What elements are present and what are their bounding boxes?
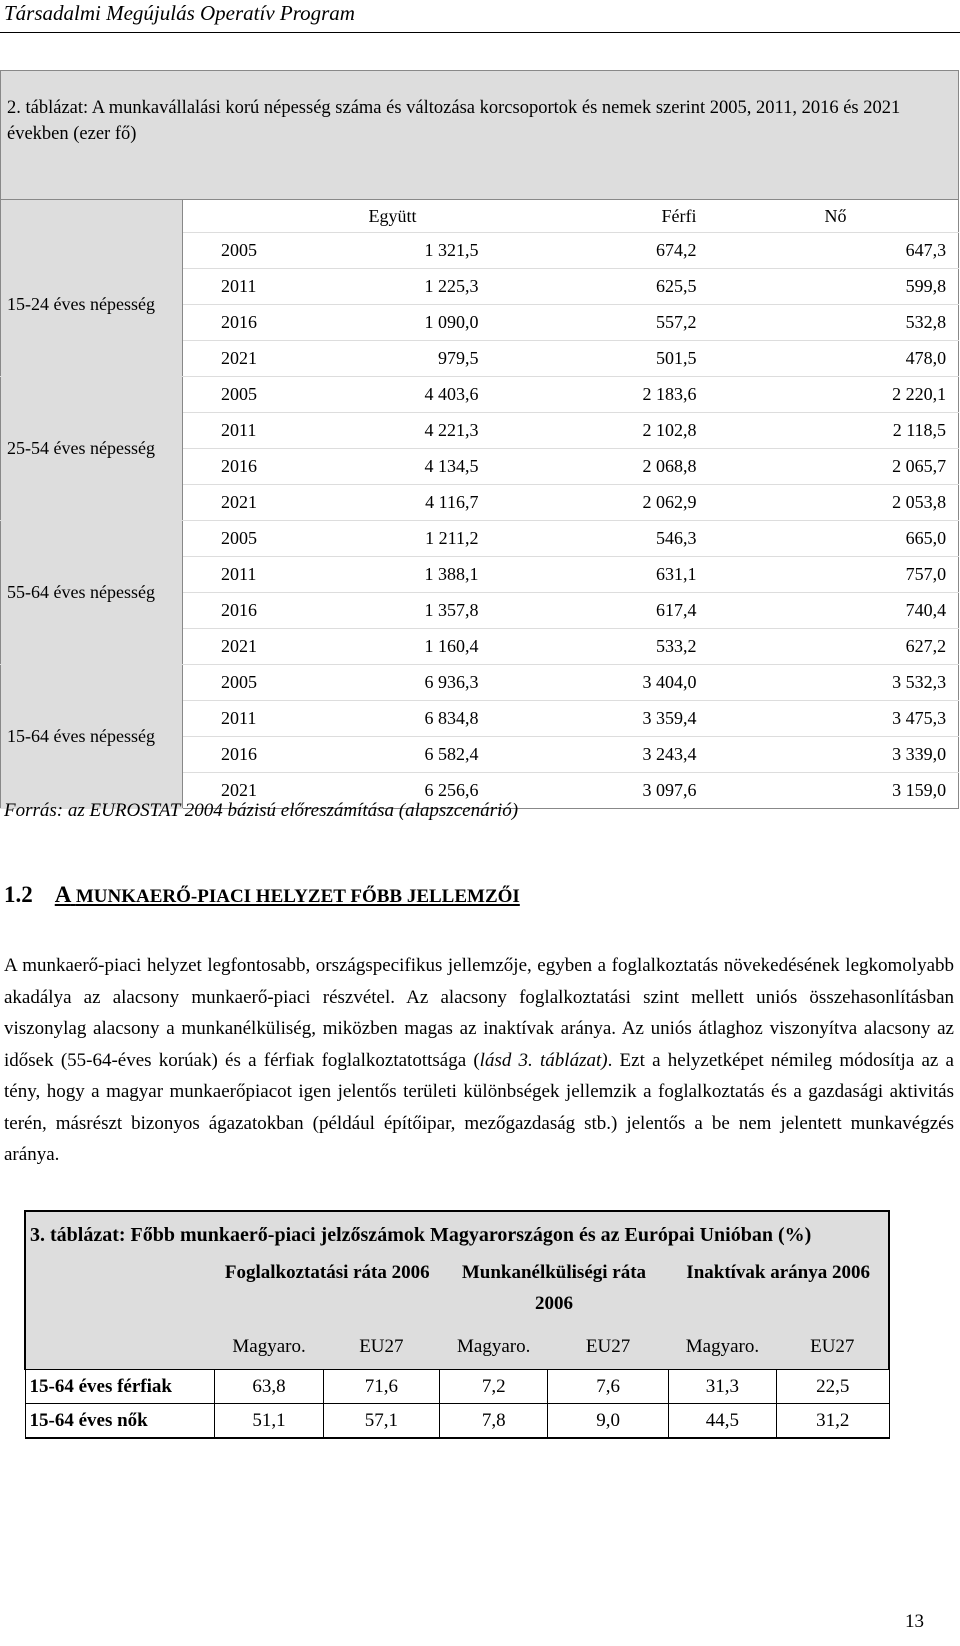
value-cell: 3 532,3 <box>697 665 959 701</box>
value-cell: 740,4 <box>697 593 959 629</box>
value-cell: 4 403,6 <box>273 377 479 413</box>
value-cell: 71,6 <box>323 1370 439 1404</box>
value-cell: 6 936,3 <box>273 665 479 701</box>
table-2 <box>0 70 959 809</box>
value-cell: 533,2 <box>479 629 697 665</box>
value-cell: 44,5 <box>668 1404 776 1439</box>
paragraph-text: A munkaerő-piaci helyzet legfontosabb, országspecifikus jellemzője, egyben a foglalkoztatás növekedésének legkomolyabb akadálya az alacsony munkaerő-piaci részvétel. Az alacsony foglalkoztatási szint mellett uniós összehasonlításban viszonylag alacsony a munkanélküliség, miközben magas az inaktívak aránya. Az uniós átlaghoz viszonyítva alacsony az idősek (55-64-éves korúak) és a férfiak foglalkoztatottsága ( <box>4 955 954 1071</box>
value-cell: 4 221,3 <box>273 413 479 449</box>
value-cell: 31,3 <box>668 1370 776 1404</box>
group-label: 15-64 éves népesség <box>1 665 183 809</box>
value-cell: 647,3 <box>697 233 959 269</box>
year-cell: 2011 <box>183 701 273 737</box>
table-2-caption: 2. táblázat: A munkavállalási korú népesség száma és változása korcsoportok és nemek szerint 2005, 2011, 2016 és 2021 években (ezer fő) <box>1 71 959 200</box>
year-cell: 2021 <box>183 773 273 809</box>
value-cell: 2 220,1 <box>697 377 959 413</box>
header-employment-rate: Foglalkoztatási ráta 2006 <box>224 1262 430 1283</box>
value-cell: 1 321,5 <box>273 233 479 269</box>
col-header-ferfi: Férfi <box>479 200 697 233</box>
group-label: 25-54 éves népesség <box>1 377 183 521</box>
value-cell: 625,5 <box>479 269 697 305</box>
table-row <box>1 233 959 269</box>
table-row <box>1 665 959 701</box>
col-header-egyutt: Együtt <box>273 200 479 233</box>
section-title: MUNKAERŐ-PIACI HELYZET FŐBB JELLEMZŐI <box>75 886 520 907</box>
value-cell: 4 134,5 <box>273 449 479 485</box>
body-paragraph <box>4 950 954 1171</box>
value-cell: 979,5 <box>273 341 479 377</box>
value-cell: 3 097,6 <box>479 773 697 809</box>
table-row <box>1 377 959 413</box>
value-cell: 2 068,8 <box>479 449 697 485</box>
value-cell: 665,0 <box>697 521 959 557</box>
table-3 <box>24 1210 890 1439</box>
value-cell: 1 388,1 <box>273 557 479 593</box>
year-cell: 2016 <box>183 449 273 485</box>
year-cell: 2005 <box>183 521 273 557</box>
value-cell: 3 475,3 <box>697 701 959 737</box>
table-row <box>25 1404 889 1439</box>
document-header-title: Társadalmi Megújulás Operatív Program <box>4 1 355 25</box>
value-cell: 757,0 <box>697 557 959 593</box>
value-cell: 617,4 <box>479 593 697 629</box>
table-reference: lásd 3. táblázat) <box>479 1049 608 1071</box>
value-cell: 31,2 <box>777 1404 889 1439</box>
value-cell: 2 065,7 <box>697 449 959 485</box>
year-cell: 2005 <box>183 377 273 413</box>
value-cell: 63,8 <box>215 1370 323 1404</box>
year-cell: 2011 <box>183 557 273 593</box>
value-cell: 6 582,4 <box>273 737 479 773</box>
group-label: 15-24 éves népesség <box>1 233 183 377</box>
value-cell: 9,0 <box>548 1404 669 1439</box>
year-cell: 2005 <box>183 233 273 269</box>
value-cell: 627,2 <box>697 629 959 665</box>
table-row <box>25 1370 889 1404</box>
value-cell: 546,3 <box>479 521 697 557</box>
value-cell: 599,8 <box>697 269 959 305</box>
year-cell: 2016 <box>183 305 273 341</box>
value-cell: 3 243,4 <box>479 737 697 773</box>
col-header-no: Nő <box>697 200 959 233</box>
value-cell: 6 256,6 <box>273 773 479 809</box>
year-cell: 2011 <box>183 269 273 305</box>
paragraph-text: . Ezt a helyzetképet némileg módosítja az a tény, hogy a magyar munkaerőpiacot igen jelentős területi különbségek jellemzik a foglalkoztatás és a gazdasági aktivitás terén, másrészt bizonyos ágazatokban (például építőipar, mezőgazdaság stb.) jelentős a be nem jelentett munkavégzés aránya. <box>4 1049 954 1165</box>
table-2-source: Forrás: az EUROSTAT 2004 bázisú előreszámítása (alapszcenárió) <box>4 800 519 821</box>
subheader-eu27: EU27 <box>585 1336 631 1357</box>
year-cell: 2005 <box>183 665 273 701</box>
year-cell: 2021 <box>183 341 273 377</box>
value-cell: 1 357,8 <box>273 593 479 629</box>
table-row <box>1 521 959 557</box>
subheader-hu: Magyaro. <box>457 1336 531 1357</box>
value-cell: 3 159,0 <box>697 773 959 809</box>
header-divider <box>0 32 960 33</box>
value-cell: 1 160,4 <box>273 629 479 665</box>
subheader-eu27: EU27 <box>359 1336 404 1357</box>
subheader-hu: Magyaro. <box>685 1336 760 1357</box>
value-cell: 532,8 <box>697 305 959 341</box>
year-cell: 2021 <box>183 485 273 521</box>
value-cell: 51,1 <box>215 1404 323 1439</box>
value-cell: 557,2 <box>479 305 697 341</box>
value-cell: 57,1 <box>323 1404 439 1439</box>
value-cell: 2 102,8 <box>479 413 697 449</box>
value-cell: 478,0 <box>697 341 959 377</box>
value-cell: 7,6 <box>548 1370 669 1404</box>
section-number: 1.2 <box>4 882 33 907</box>
value-cell: 4 116,7 <box>273 485 479 521</box>
page-number: 13 <box>905 1611 924 1632</box>
value-cell: 22,5 <box>777 1370 889 1404</box>
row-label: 15-64 éves nők <box>25 1404 215 1439</box>
header-unemployment-rate: Munkanélküliségi ráta 2006 <box>461 1262 647 1314</box>
value-cell: 1 211,2 <box>273 521 479 557</box>
year-cell: 2021 <box>183 629 273 665</box>
group-label: 55-64 éves népesség <box>1 521 183 665</box>
subheader-eu27: EU27 <box>777 1325 889 1370</box>
value-cell: 631,1 <box>479 557 697 593</box>
value-cell: 501,5 <box>479 341 697 377</box>
value-cell: 1 225,3 <box>273 269 479 305</box>
value-cell: 3 359,4 <box>479 701 697 737</box>
year-cell: 2011 <box>183 413 273 449</box>
value-cell: 3 404,0 <box>479 665 697 701</box>
year-cell: 2016 <box>183 593 273 629</box>
section-heading <box>4 880 520 912</box>
row-label: 15-64 éves férfiak <box>25 1370 215 1404</box>
value-cell: 3 339,0 <box>697 737 959 773</box>
value-cell: 674,2 <box>479 233 697 269</box>
section-title-initial: A <box>54 882 71 907</box>
table-2-corner <box>1 200 183 233</box>
value-cell: 2 062,9 <box>479 485 697 521</box>
value-cell: 7,2 <box>440 1370 548 1404</box>
value-cell: 2 053,8 <box>697 485 959 521</box>
header-inactivity-rate: Inaktívak aránya 2006 <box>668 1253 889 1325</box>
table-3-caption: 3. táblázat: Főbb munkaerő-piaci jelzőszámok Magyarországon és az Európai Unióban (%) <box>25 1211 889 1253</box>
value-cell: 7,8 <box>440 1404 548 1439</box>
year-cell: 2016 <box>183 737 273 773</box>
subheader-hu: Magyaro. <box>232 1336 306 1357</box>
value-cell: 6 834,8 <box>273 701 479 737</box>
value-cell: 1 090,0 <box>273 305 479 341</box>
value-cell: 2 118,5 <box>697 413 959 449</box>
value-cell: 2 183,6 <box>479 377 697 413</box>
